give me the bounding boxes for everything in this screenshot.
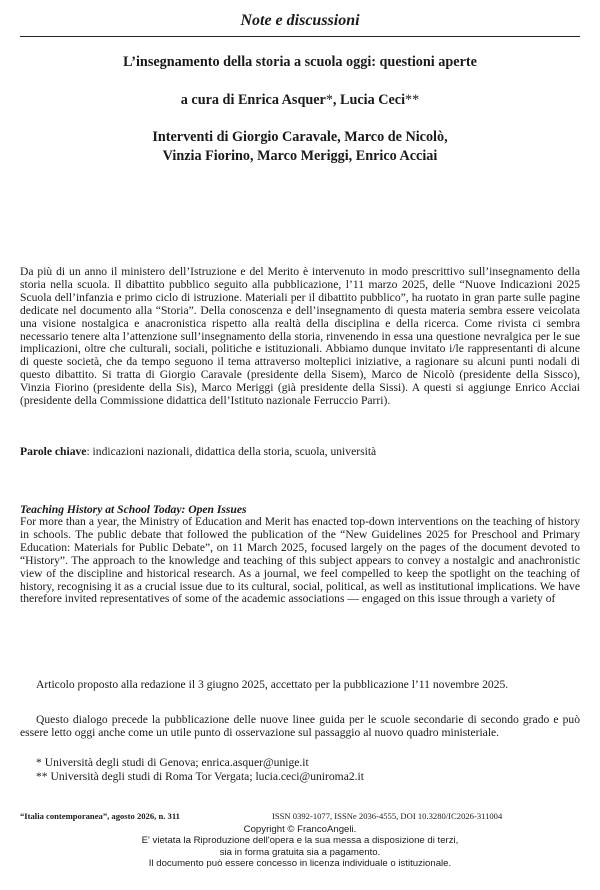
journal-footer (20, 811, 580, 821)
copyright-line-3: sia in forma gratuita sia a pagamento. (219, 846, 381, 858)
keywords (20, 446, 580, 459)
section-divider (20, 36, 580, 37)
affiliation-asquer: * Università degli studi di Genova; enrica.asquer@unige.it (36, 756, 309, 769)
section-heading: Note e discussioni (240, 12, 360, 29)
editor-separator: , (332, 92, 341, 108)
copyright-line-2: E' vietata la Riproduzione dell'opera e la sua messa a disposizione di terzi, (141, 835, 459, 847)
editor-name-2: Lucia Ceci (340, 92, 406, 108)
editor-footnote-mark-1: * (325, 92, 333, 108)
abstract-english: For more than a year, the Ministry of Education and Merit has enacted top-down interventions on the teaching of history in schools. The public debate that followed the publication of the “New Guidelines 2025 for Preschool and Primary Education: Materials for Public Debate”, on 11 March 2025, focused largely on the pages of the document devoted to “History”. The approach to the knowledge and teaching of this subject appears to convey a nostalgic and anachronistic view of the discipline and historical research. As a journal, we feel compelled to keep the spotlight on the teaching of history, recognising it as a crucial issue due to its cultural, social, political, as well as institutional implications. We have therefore invited representatives of some of the academic associations — engaged on this issue through a variety of (20, 515, 580, 606)
submission-note: Articolo proposto alla redazione il 3 giugno 2025, accettato per la pubblicazione l’11 novembre 2025. (36, 678, 509, 691)
keywords-text: : indicazioni nazionali, didattica della storia, scuola, università (86, 445, 377, 458)
english-title: Teaching History at School Today: Open Issues (20, 503, 247, 516)
contributors-line-1: Interventi di Giorgio Caravale, Marco de Nicolò, (152, 129, 448, 145)
contributors-line-2: Vinzia Fiorino, Marco Meriggi, Enrico Acciai (162, 147, 438, 164)
copyright-line-4: Il documento può essere concesso in licenza individuale o istituzionale. (148, 858, 452, 870)
copyright-notice (20, 824, 580, 870)
article-title: L’insegnamento della storia a scuola oggi: questioni aperte (123, 54, 477, 70)
abstract-italian: Da più di un anno il ministero dell’Istruzione e del Merito è intervenuto in modo prescrittivo sull’insegnamento della storia nella scuola. Il dibattito pubblico seguito alla pubblicazione, l’11 marzo 2025, delle “Nuove Indicazioni 2025 Scuola dell’infanzia e primo ciclo di istruzione. Materiali per il dibattito pubblico”, ha ruotato in gran parte sulle pagine dedicate nel documento alla “Storia”. Della conoscenza e dell’insegnamento di questa materia sembra essere veicolata una visione nostalgica e anacronistica rispetto alla realtà della disciplina e della ricerca. Come rivista ci sembra necessario tenere alta l’attenzione sull’insegnamento della storia, rinvenendo in essa una questione nevralgica per le sue implicazioni, oltre che culturali, sociali, politiche e istituzionali. Abbiamo dunque invitato i/le rappresentanti di alcune di queste società, che da tempo seguono il tema attraverso molteplici iniziative, a ragionare su alcuni punti nodali di questo dibattito. Si tratta di Giorgio Caravale (presidente della Sisem), Marco de Nicolò (presidente della Sissco), Vinzia Fiorino (presidente della Sis), Marco Meriggi (già presidente della Sissi). A questi si aggiunge Enrico Acciai (presidente della Commissione didattica dell’Istituto nazionale Ferruccio Parri). (20, 265, 580, 408)
affiliation-ceci: ** Università degli studi di Roma Tor Vergata; lucia.ceci@uniroma2.it (36, 770, 364, 783)
article-editors (20, 92, 580, 109)
keywords-label: Parole chiave (20, 445, 87, 458)
contributors (20, 128, 580, 165)
copyright-line-1: Copyright © FrancoAngeli. (243, 824, 357, 835)
editor-footnote-mark-2: ** (405, 92, 420, 108)
dialogue-note: Questo dialogo precede la pubblicazione delle nuove linee guida per le scuole secondarie di secondo grado e può essere letto oggi anche come un utile punto di osservazione sul passaggio al nuovo quadro ministeriale. (20, 713, 580, 740)
journal-identifiers: ISSN 0392-1077, ISSNe 2036-4555, DOI 10.3280/IC2026-311004 (272, 811, 503, 821)
journal-citation: “Italia contemporanea”, agosto 2026, n. 311 (20, 811, 180, 821)
editor-name-1: Enrica Asquer (237, 92, 326, 108)
editors-prefix: a cura di (180, 92, 238, 108)
